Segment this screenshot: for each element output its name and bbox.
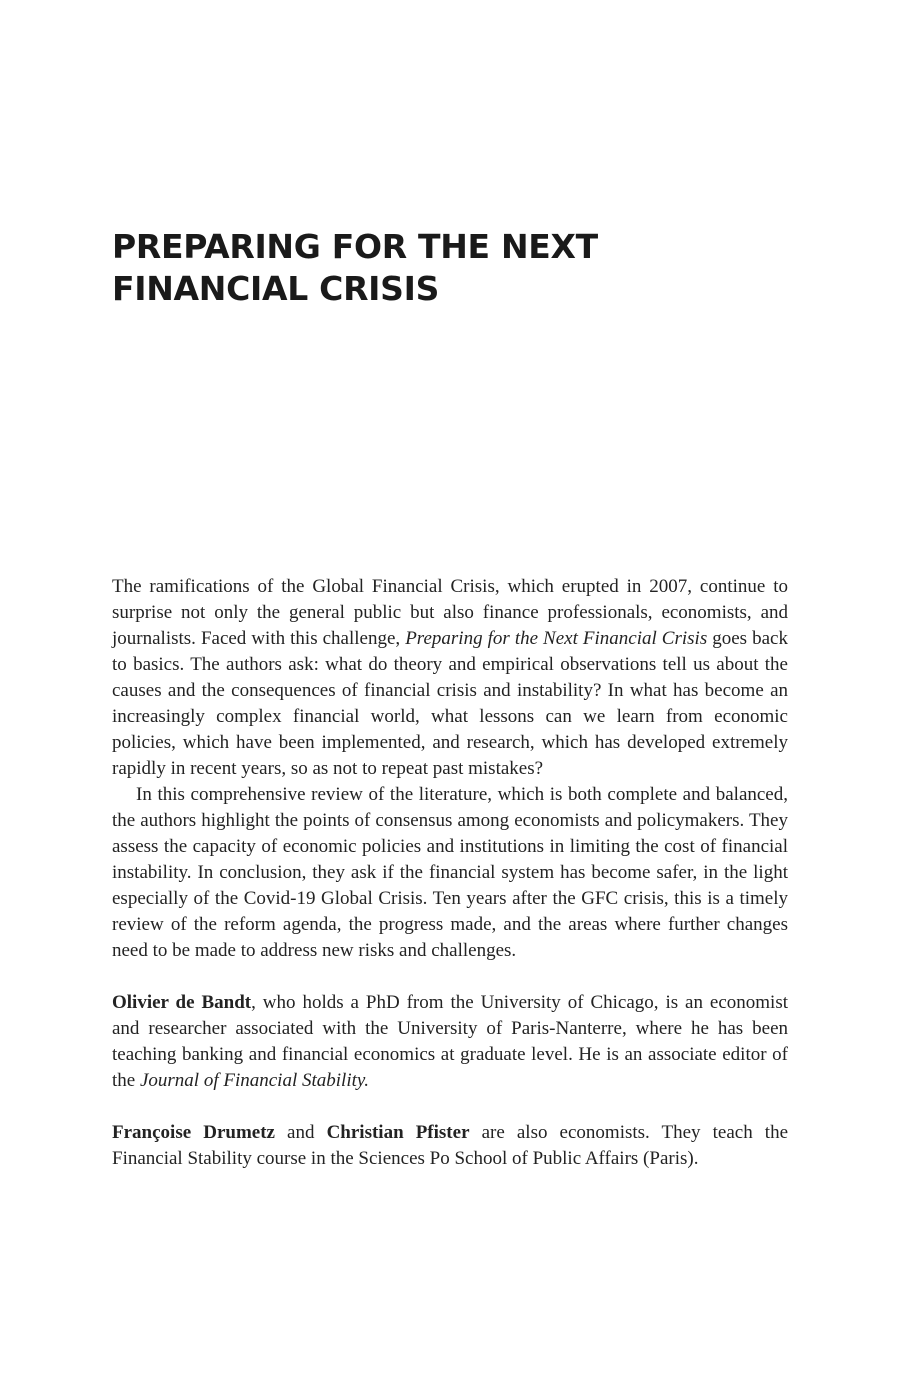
book-title [112, 226, 812, 310]
book-title-line-2: FINANCIAL CRISIS [112, 269, 440, 308]
author-name-francoise: Françoise Drumetz [112, 1122, 275, 1143]
author-bio-2 [112, 1120, 788, 1172]
blurb-paragraph-1-text-a: The ramifications of the Global Financial Crisis, which erupted in 2007, continue to surprise not only the general public but also finance professionals, economists, and journalists. Faced with this challenge, [112, 576, 788, 649]
author-name-christian: Christian Pfister [326, 1122, 470, 1143]
author-name-olivier: Olivier de Bandt [112, 992, 252, 1013]
author-bio-1 [112, 990, 788, 1094]
author-bio-2-and: and [274, 1122, 327, 1143]
blurb-paragraph-2: In this comprehensive review of the literature, which is both complete and balanced, the authors highlight the points of consensus among economists and policymakers. They assess the capacity of economic policies and institutions in limiting the cost of financial instability. In conclusion, they ask if the financial system has become safer, in the light especially of the Covid-19 Global Crisis. Ten years after the GFC crisis, this is a timely review of the reform agenda, the progress made, and the areas where further changes need to be made to address new risks and challenges. [112, 784, 788, 961]
blurb-paragraph-1-text-b: goes back to basics. The authors ask: what do theory and empirical observations tell us about the causes and the consequences of financial crisis and instability? In what has become an increasingly complex financial world, what lessons can we learn from economic policies, which have been implemented, and research, which has developed extremely rapidly in recent years, so as not to repeat past mistakes? [112, 628, 788, 779]
author-bio-2-text: are also economists. They teach the Financial Stability course in the Sciences Po School of Public Affairs (Paris). [112, 1122, 789, 1169]
author-bio-1-text: , who holds a PhD from the University of Chicago, is an economist and researcher associated with the University of Paris-Nanterre, where he has been teaching banking and financial economics at graduate level. He is an associate editor of the [112, 992, 788, 1091]
book-title-reference: Preparing for the Next Financial Crisis [405, 628, 708, 649]
journal-title: Journal of Financial Stability. [139, 1070, 370, 1091]
book-title-line-1: PREPARING FOR THE NEXT [112, 227, 598, 266]
blurb-section [112, 574, 788, 1172]
blurb-paragraph-1 [112, 574, 788, 782]
